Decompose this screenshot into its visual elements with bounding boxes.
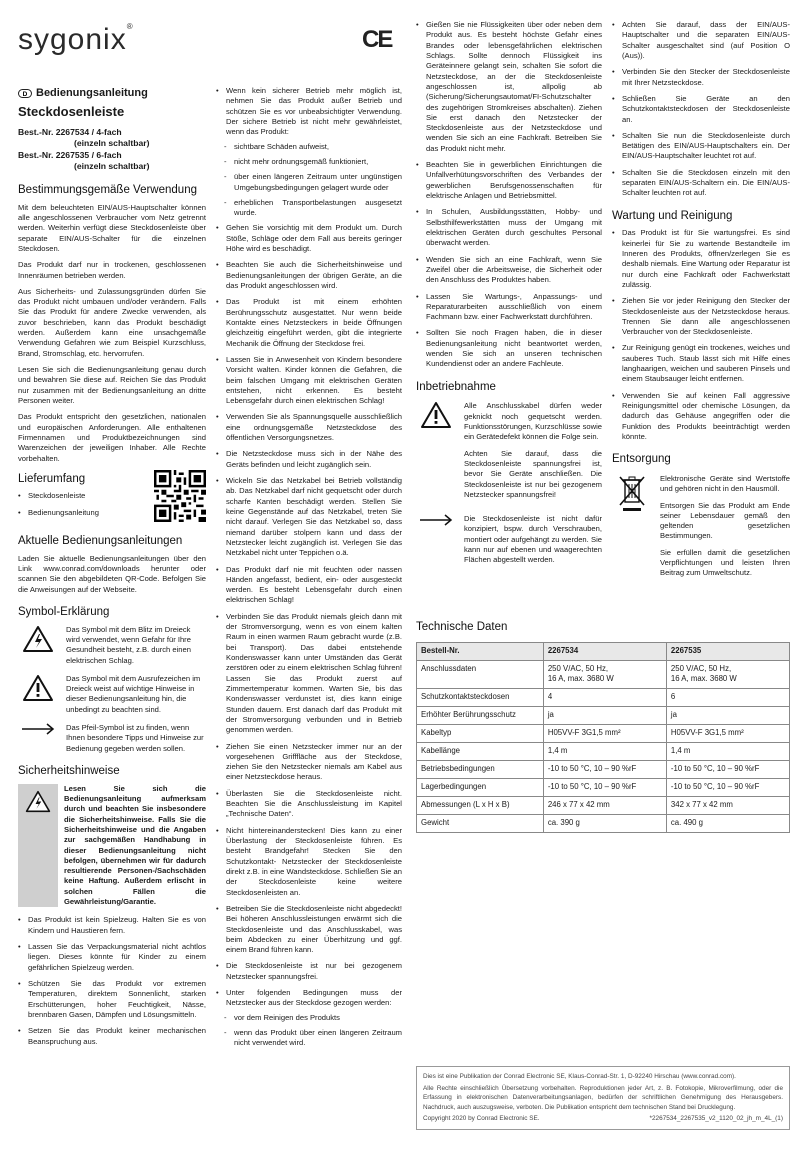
lightning-warning-icon (22, 625, 54, 653)
table-cell: -10 to 50 °C, 10 – 90 %rF (543, 778, 666, 796)
table-header-cell: 2267534 (543, 642, 666, 660)
imprint-publisher: Dies ist eine Publikation der Conrad Electronic SE, Klaus-Conrad-Str. 1, D-92240 Hirschau (www.conrad.com). (423, 1073, 736, 1080)
startup-step: • Verbinden Sie den Stecker der Steckdosenleiste mit Ihrer Netzsteckdose. (612, 67, 790, 88)
heading-disposal: Entsorgung (612, 453, 671, 466)
condition-item: - vor dem Reinigen des Produkts (216, 1013, 402, 1023)
column-3 (416, 20, 602, 580)
condition-item: - nicht mehr ordnungsgemäß funktioniert, (216, 157, 402, 167)
table-row (417, 742, 790, 760)
table-cell: Kabellänge (417, 742, 544, 760)
table-cell: Schutzkontaktsteckdosen (417, 688, 544, 706)
safety-item: • Unter folgenden Bedingungen muss der Netzstecker aus der Steckdose gezogen werden: (216, 988, 402, 1009)
table-header-row (417, 642, 790, 660)
safety-item: • Lassen Sie Wartungs-, Anpassungs- und Reparaturarbeiten ausschließlich von einem Fachmann bzw. einer Fachwerkstatt durchführen. (416, 292, 602, 323)
condition-item: - sichtbare Schäden aufweist, (216, 142, 402, 152)
care-item: • Zur Reinigung genügt ein trockenes, weiches und sauberes Tuch. Staub lässt sich mit Hilfe eines langhaarigen, weichen und sauberen Pinsels und einem Staubsauger leicht entfernen. (612, 343, 790, 384)
table-cell: 342 x 77 x 42 mm (666, 796, 789, 814)
table-row (417, 796, 790, 814)
table-cell: ca. 390 g (543, 814, 666, 832)
symbol-description: Das Pfeil-Symbol ist zu finden, wenn Ihnen besondere Tipps und Hinweise zur Bedienung gegeben werden sollen. (66, 723, 204, 753)
disposal-paragraph: Elektronische Geräte sind Wertstoffe und gehören nicht in den Hausmüll. (660, 473, 790, 494)
safety-item: • Sollten Sie noch Fragen haben, die in dieser Bedienungsanleitung nicht beantwortet werden, wenden Sie sich an unseren technischen Kundendienst oder an andere Fachleute. (416, 328, 602, 369)
column-2 (216, 86, 402, 1054)
table-row (417, 724, 790, 742)
arrow-icon (21, 723, 55, 735)
imprint-code: *2267534_2267535_v2_1120_02_jh_m_4L_(1) (649, 1115, 783, 1123)
safety-item: • Das Produkt ist mit einem erhöhten Berührungsschutz ausgestattet. Nur wenn beide Kontakte eines Netzsteckers in beide Öffnungen gleichzeitig eingeführt werden, gibt die integrierte Mechanik die Öffnung der Steckdose frei. (216, 297, 402, 349)
safety-item: • Wenden Sie sich an eine Fachkraft, wenn Sie Zweifel über die Arbeitsweise, die Sicherheit oder den Anschluss des Produktes haben. (416, 255, 602, 286)
table-cell: Erhöhter Berührungsschutz (417, 706, 544, 724)
lightning-warning-icon (25, 790, 51, 813)
scope-item: • Bedienungsanleitung (18, 508, 99, 518)
scope-item: • Steckdosenleiste (18, 491, 99, 501)
table-cell: 1,4 m (666, 742, 789, 760)
product-title: Steckdosenleiste (18, 103, 125, 119)
arrow-icon (419, 514, 453, 526)
ce-mark: CE (362, 26, 392, 53)
startup-paragraph: Die Steckdosenleiste ist nicht dafür konzipiert, bspw. durch Verschrauben, montiert oder aufgehängt zu werden. Sie kann nur auf ebenen und waagerechten Flächen abgestellt werden. (464, 514, 602, 565)
table-cell: Gewicht (417, 814, 544, 832)
safety-item: • Lassen Sie in Anwesenheit von Kindern besondere Vorsicht walten. Kinder können die Gefahren, die beim falschen Umgang mit elektrischen Geräten entstehen, nicht erkennen. Es besteht Lebensgefahr durch einen elektrischen Schlag! (216, 355, 402, 407)
heading-safety: Sicherheitshinweise (18, 765, 120, 777)
order-number-2: Best.-Nr. 2267535 / 6-fach (18, 149, 122, 160)
symbol-description: Das Symbol mit dem Blitz im Dreieck wird verwendet, wenn Gefahr für Ihre Gesundheit besteht, z.B. durch einen elektrischen Schlag. (66, 624, 191, 665)
order-number-1: Best.-Nr. 2267534 / 4-fach (18, 126, 122, 137)
table-cell: Kabeltyp (417, 724, 544, 742)
table-row (417, 760, 790, 778)
table-row (417, 660, 790, 688)
startup-paragraph: Alle Anschlusskabel dürfen weder geknickt noch gequetscht werden. Funktionsstörungen, Kurzschlüsse sowie ein Gerätedefekt können die Folge sein. (464, 401, 602, 442)
table-cell: -10 to 50 °C, 10 – 90 %rF (543, 760, 666, 778)
heading-startup: Inbetriebnahme (416, 380, 496, 393)
tech-data-section (416, 620, 790, 833)
info-book-icon (18, 89, 32, 98)
exclamation-warning-icon (420, 401, 452, 429)
order-note-1: (einzeln schaltbar) (74, 138, 150, 149)
safety-item: • Schützen Sie das Produkt vor extremen Temperaturen, direktem Sonnenlicht, starken Erschütterungen, hoher Feuchtigkeit, Nässe, brennbaren Gasen, Dämpfen und Lösungsmitteln. (18, 979, 206, 1020)
safety-item: • Das Produkt ist kein Spielzeug. Halten Sie es von Kindern und Haustieren fern. (18, 915, 206, 936)
care-item: • Das Produkt ist für Sie wartungsfrei. Es sind keinerlei für Sie zu wartende Bestandteile im Inneren des Produkts, öffnen/zerlegen Sie es deshalb niemals. Eine Wartung oder Reparatur ist nur durch eine Fachkraft oder Fachwerkstatt zulässig. (612, 228, 790, 290)
table-cell: 6 (666, 688, 789, 706)
safety-item: • Betreiben Sie die Steckdosenleiste nicht abgedeckt! Bei höheren Anschlussleistungen erwärmt sich die Steckdosenleiste und das Anschlusskabel, was beim Abdecken zu einer Überhitzung und ggf. einem Brand führen kann. (216, 904, 402, 956)
table-cell: 246 x 77 x 42 mm (543, 796, 666, 814)
table-row (417, 706, 790, 724)
condition-item: - wenn das Produkt über einen längeren Zeitraum nicht verwendet wird. (216, 1028, 402, 1049)
symbol-description: Das Symbol mit dem Ausrufezeichen im Dreieck weist auf wichtige Hinweise in dieser Bedienungsanleitung hin, die unbedingt zu beachten sind. (66, 673, 201, 714)
imprint-rights: Alle Rechte einschließlich Übersetzung vorbehalten. Reproduktionen jeder Art, z. B. Fotokopie, Mikroverfilmung, oder die Erfassung in elektronischen Datenverarbeitungsanlagen, bedürfen der schriftlichen Genehmigung des Herausgebers. Nachdruck, auch auszugsweise, verboten. Die Publikation entspricht dem technischen Stand bei Drucklegung. (423, 1084, 783, 1111)
table-row (417, 814, 790, 832)
startup-step: • Schließen Sie Geräte an den Schutzkontaktsteckdosen der Steckdosenleiste an. (612, 94, 790, 125)
safety-item: • Gießen Sie nie Flüssigkeiten über oder neben dem Produkt aus. Es besteht höchste Gefahr eines Brandes oder lebensgefährlichen elektrischen Schlags. Sollte dennoch Flüssigkeit ins Geräteinnere gelangt sein, schalten Sie sofort die Netzsteckdose, an der die Steckdosenleiste angeschlossen ist, allpolig ab (Sicherung/Sicherungsautomat/FI-Schutzschalter des zugehörigen Stromkreises abschalten). Ziehen Sie erst danach den Netzstecker der Steckdosenleiste aus der Netzsteckdose und wenden Sie sich an eine Fachkraft. Betreiben Sie das Produkt nicht mehr. (416, 20, 602, 154)
order-note-2: (einzeln schaltbar) (74, 161, 150, 172)
safety-item: • Verwenden Sie als Spannungsquelle ausschließlich eine ordnungsgemäße Netzsteckdose des öffentlichen Versorgungsnetzes. (216, 412, 402, 443)
table-cell: ja (666, 706, 789, 724)
table-cell: 250 V/AC, 50 Hz, 16 A, max. 3680 W (666, 660, 789, 688)
exclamation-warning-icon (22, 674, 54, 702)
svg-text:D: D (22, 90, 28, 98)
table-cell: ja (543, 706, 666, 724)
safety-item: • Wenn kein sicherer Betrieb mehr möglich ist, nehmen Sie das Produkt außer Betrieb und schützen Sie es vor unbeabsichtigter Verwendung. Der sichere Betrieb ist nicht mehr gewährleistet, wenn das Produkt: (216, 86, 402, 138)
safety-item: • Die Steckdosenleiste ist nur bei gezogenem Netzstecker spannungsfrei. (216, 961, 402, 982)
startup-step: • Achten Sie darauf, dass der EIN/AUS-Hauptschalter und die separaten EIN/AUS-Schalter ausgeschaltet sind (auf Position O (Aus)). (612, 20, 790, 61)
safety-item: • Lassen Sie das Verpackungsmaterial nicht achtlos liegen. Dieses könnte für Kinder zu einem gefährlichen Spielzeug werden. (18, 942, 206, 973)
safety-item: • Setzen Sie das Produkt keiner mechanischen Beanspruchung aus. (18, 1026, 206, 1047)
table-cell: 4 (543, 688, 666, 706)
heading-symbols: Symbol-Erklärung (18, 605, 110, 618)
safety-item: • Nicht hintereinanderstecken! Dies kann zu einer Überlastung der Steckdosenleiste führen. Es besteht Brandgefahr! Stecken Sie den Schutzkontakt- Netzstecker der Steckdosenleiste direkt z.B. in eine Wandsteckdose. Schließen Sie an der Steckdosenleiste keine weitere Steckdosenleisten an. (216, 826, 402, 898)
safety-item: • Gehen Sie vorsichtig mit dem Produkt um. Durch Stöße, Schläge oder dem Fall aus bereits geringer Höhe wird es beschädigt. (216, 223, 402, 254)
table-row (417, 778, 790, 796)
table-cell: H05VV-F 3G1,5 mm² (543, 724, 666, 742)
table-cell: Abmessungen (L x H x B) (417, 796, 544, 814)
use-paragraph: Mit dem beleuchteten EIN/AUS-Hauptschalter können alle angeschlossenen Verbraucher vom Netz getrennt werden. Weiterhin verfügt diese Steckdosenleiste über separate EIN/AUS-Schalter für die einzelnen Steckdosen. (18, 202, 206, 253)
use-paragraph: Das Produkt darf nur in trockenen, geschlossenen Innenräumen betrieben werden. (18, 260, 206, 280)
imprint-copyright: Copyright 2020 by Conrad Electronic SE. (423, 1115, 540, 1123)
table-cell: ca. 490 g (666, 814, 789, 832)
disposal-paragraph: Sie erfüllen damit die gesetzlichen Verpflichtungen und leisten Ihren Beitrag zum Umweltschutz. (660, 547, 790, 578)
condition-item: - über einen längeren Zeitraum unter ungünstigen Umgebungsbedingungen gelagert wurde oder (216, 172, 402, 193)
current-manuals-paragraph: Laden Sie aktuelle Bedienungsanleitungen über den Link www.conrad.com/downloads herunter oder scannen Sie den abgebildeten QR-Code. Befolgen Sie die Anweisungen auf der Webseite. (18, 553, 206, 594)
safety-item: • Die Netzsteckdose muss sich in der Nähe des Geräts befinden und leicht zugänglich sein. (216, 449, 402, 470)
brand-logo: sygonix® (18, 22, 134, 56)
care-item: • Verwenden Sie auf keinen Fall aggressive Reinigungsmittel oder chemische Lösungen, da dadurch das Gehäuse angegriffen oder die Funktion des Produkts beeinträchtigt werden könnte. (612, 391, 790, 443)
table-cell: H05VV-F 3G1,5 mm² (666, 724, 789, 742)
safety-item: • Überlasten Sie die Steckdosenleiste nicht. Beachten Sie die Anschlussleistung im Kapitel „Technische Daten“. (216, 789, 402, 820)
heading-maintenance: Wartung und Reinigung (612, 209, 733, 222)
column-1 (18, 86, 206, 1053)
table-cell: 250 V/AC, 50 Hz, 16 A, max. 3680 W (543, 660, 666, 688)
safety-item: • In Schulen, Ausbildungsstätten, Hobby- und Selbsthilfewerkstätten muss der Umgang mit elektrischen Geräten durch geschultes Personal überwacht werden. (416, 207, 602, 248)
use-paragraph: Das Produkt entspricht den gesetzlichen, nationalen und europäischen Anforderungen. Alle enthaltenen Firmennamen und Produktbezeichnungen sind Warenzeichen der jeweiligen Inhaber. Alle Rechte vorbehalten. (18, 412, 206, 463)
table-cell: 1,4 m (543, 742, 666, 760)
qr-code-icon[interactable] (154, 470, 206, 522)
safety-item: • Beachten Sie auch die Sicherheitshinweise und Bedienungsanleitungen der übrigen Geräte, an die das Produkt angeschlossen wird. (216, 260, 402, 291)
condition-item: - erheblichen Transportbelastungen ausgesetzt wurde. (216, 198, 402, 219)
heading-scope: Lieferumfang (18, 472, 86, 485)
table-cell: -10 to 50 °C, 10 – 90 %rF (666, 778, 789, 796)
startup-step: • Schalten Sie die Steckdosen einzeln mit den separaten EIN/AUS-Schaltern ein. Die EIN/AUS-Schalter leuchten rot auf. (612, 168, 790, 199)
heading-current-manuals: Aktuelle Bedienungsanleitungen (18, 535, 183, 548)
heading-intended-use: Bestimmungsgemäße Verwendung (18, 184, 197, 196)
table-row (417, 688, 790, 706)
care-item: • Ziehen Sie vor jeder Reinigung den Stecker der Steckdosenleiste aus der Netzsteckdose heraus. Trennen Sie dann alle angeschlossenen Verbraucher von der Steckdosenleiste. (612, 296, 790, 337)
startup-step: • Schalten Sie nun die Steckdosenleiste durch Betätigen des EIN/AUS-Hauptschalters ein. Der EIN/AUS-Hauptschalter leuchtet rot auf. (612, 131, 790, 162)
safety-warning-text: Lesen Sie sich die Bedienungsanleitung aufmerksam durch und beachten Sie insbesondere die Sicherheitshinweise. Falls Sie die Sicherheitshinweise und die Angaben zur sachgemäßen Handhabung in dieser Bedienungsanleitung nicht befolgen, übernehmen wir für dadurch resultierende Personen-/Sachschäden keine Haftung. Außerdem erlischt in solchen Fällen die Gewährleistung/Garantie. (64, 783, 206, 907)
safety-item: • Wickeln Sie das Netzkabel bei Betrieb vollständig ab. Das Netzkabel darf nicht gequetscht oder durch scharfe Kanten beschädigt werden. Stellen Sie keine Gegenstände auf das Netzkabel, treten Sie nicht darauf. Verlegen Sie das Netzkabel so, dass niemand darüber stolpern kann und dass der Netzstecker leicht zugänglich ist. Verlegen Sie das Netzkabel nicht unter Teppichen o.ä. (216, 476, 402, 559)
table-cell: Lagerbedingungen (417, 778, 544, 796)
table-cell: Betriebsbedingungen (417, 760, 544, 778)
table-header-cell: 2267535 (666, 642, 789, 660)
column-4 (612, 20, 790, 593)
tech-data-table (416, 642, 790, 833)
use-paragraph: Lesen Sie sich die Bedienungsanleitung genau durch und bewahren Sie diese auf. Reichen Sie das Produkt nur zusammen mit der Bedienungsanleitung an dritte Personen weiter. (18, 365, 206, 405)
imprint-box (416, 1066, 790, 1130)
safety-item: • Ziehen Sie einen Netzstecker immer nur an der vorgesehenen Grifffläche aus der Steckdose, ziehen Sie den Netzstecker niemals am Kabel aus einer Netzsteckdose heraus. (216, 742, 402, 783)
safety-item: • Das Produkt darf nie mit feuchten oder nassen Händen angefasst, bedient, ein- oder ausgesteckt werden. Es besteht Lebensgefahr durch einen elektrischen Schlag! (216, 565, 402, 606)
safety-item: • Beachten Sie in gewerblichen Einrichtungen die Unfallverhütungsvorschriften des Verbandes der gewerblichen Berufsgenossenschaften für elektrische Anlagen und Betriebsmittel. (416, 160, 602, 201)
table-cell: Anschlussdaten (417, 660, 544, 688)
doc-label: Bedienungsanleitung (36, 87, 148, 99)
safety-item: • Verbinden Sie das Produkt niemals gleich dann mit der Stromversorgung, wenn es von einem kalten Raum in einen warmen Raum gebracht wurde (z.B. bei Transport). Das dabei entstehende Kondenswasser kann unter Umständen das Gerät zerstören oder zu einem elektrischen Schlag führen! Lassen Sie das Produkt zuerst auf Zimmertemperatur kommen. Warten Sie, bis das Kondenswasser verdunstet ist, dies kann einige Stunden dauern. Erst danach darf das Produkt mit der Stromversorgung verbunden und in Betrieb genommen werden. (216, 612, 402, 736)
table-header-cell: Bestell-Nr. (417, 642, 544, 660)
use-paragraph: Aus Sicherheits- und Zulassungsgründen dürfen Sie das Produkt nicht umbauen und/oder verändern. Falls Sie das Produkt für andere Zwecke verwenden, als zuvor beschrieben, kann das Produkt beschädigt werden. Außerdem kann eine unsachgemäße Verwendung Gefahren wie zum Beispiel Kurzschluss, Brand, Stromschlag, etc. hervorrufen. (18, 286, 206, 358)
crossed-bin-icon (617, 474, 647, 514)
heading-technical-data: Technische Daten (416, 621, 508, 633)
table-cell: -10 to 50 °C, 10 – 90 %rF (666, 760, 789, 778)
startup-paragraph: Achten Sie darauf, dass die Steckdosenleiste spannungsfrei ist, bevor Sie Geräte anschließen. Die Steckdosenleiste ist nur bei gezogenem Netzstecker spannungsfrei! (464, 448, 602, 499)
disposal-paragraph: Entsorgen Sie das Produkt am Ende seiner Lebensdauer gemäß den geltenden gesetzlichen Bestimmungen. (660, 500, 790, 541)
